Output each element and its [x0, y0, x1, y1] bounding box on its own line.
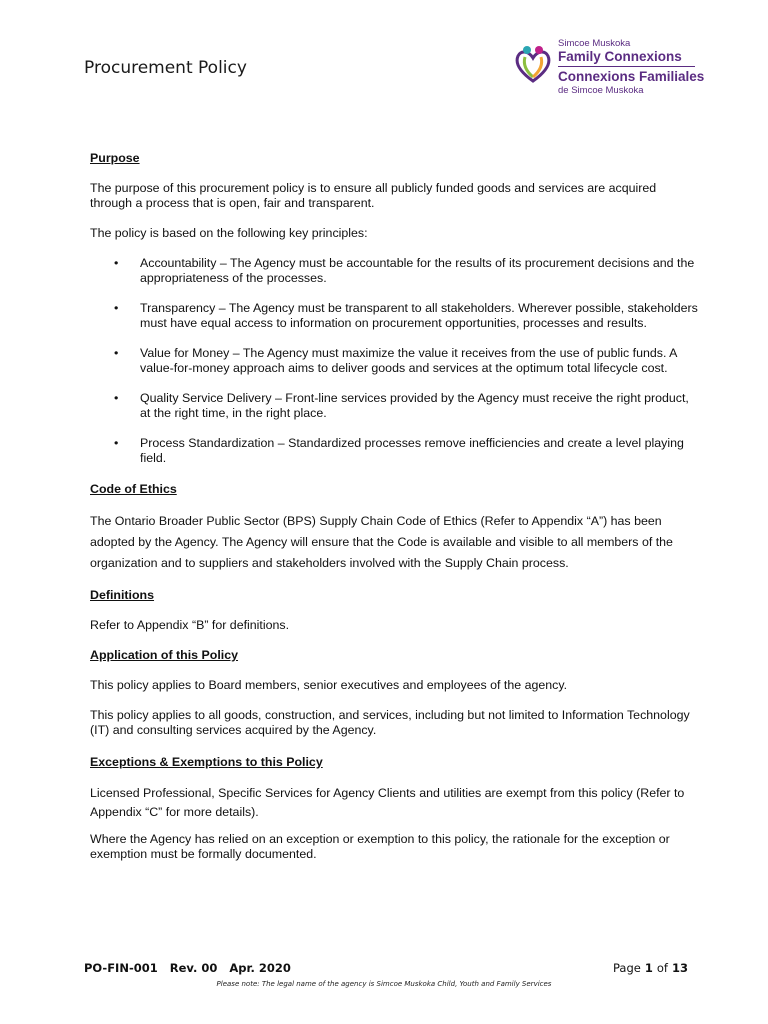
principles-list — [90, 256, 700, 466]
total-pages: 13 — [671, 961, 688, 975]
ethics-heading: Code of Ethics — [90, 482, 177, 496]
logo-line-2: Family Connexions — [558, 49, 682, 64]
bullet-icon: • — [114, 301, 119, 315]
exceptions-paragraph-2: Where the Agency has relied on an exception or exemption to this policy, the rationale for the exception or exemption must be formally documented. — [90, 832, 670, 861]
principle-quality-service: Quality Service Delivery – Front-line services provided by the Agency must receive the right product, at the right time, in the right place. — [140, 391, 689, 420]
principle-accountability: Accountability – The Agency must be accountable for the results of its procurement decisions and the appropriateness of the processes. — [140, 256, 695, 285]
ethics-paragraph: The Ontario Broader Public Sector (BPS) Supply Chain Code of Ethics (Refer to Appendix “A”) has been adopted by the Agency. The Agency will ensure that the Code is available and visible to all members of the organization and to suppliers and stakeholders involved with the Supply Chain process. — [90, 514, 673, 570]
exceptions-heading: Exceptions & Exemptions to this Policy — [90, 755, 323, 769]
application-paragraph-1: This policy applies to Board members, senior executives and employees of the agency. — [90, 678, 568, 692]
heart-figures-logo-icon — [513, 44, 553, 84]
principle-process-standardization: Process Standardization – Standardized processes remove inefficiencies and create a level playing field. — [140, 436, 684, 465]
purpose-paragraph-2: The policy is based on the following key principles: — [90, 226, 368, 240]
purpose-paragraph-1: The purpose of this procurement policy is to ensure all publicly funded goods and services are acquired through a process that is open, fair and transparent. — [90, 181, 657, 210]
logo-line-4: de Simcoe Muskoka — [558, 85, 644, 96]
of-word: of — [656, 961, 668, 975]
purpose-heading: Purpose — [90, 151, 140, 165]
logo-divider — [558, 66, 695, 67]
logo-line-3: Connexions Familiales — [558, 69, 705, 84]
application-paragraph-2: This policy applies to all goods, construction, and services, including but not limited to Information Technology (IT) and consulting services acquired by the Agency. — [90, 708, 690, 737]
principle-value-for-money: Value for Money – The Agency must maximize the value it receives from the use of public funds. A value-for-money approach aims to deliver goods and services at the optimum total lifecycle cost. — [140, 346, 677, 375]
bullet-icon: • — [114, 346, 119, 360]
application-heading: Application of this Policy — [90, 648, 239, 662]
definitions-heading: Definitions — [90, 588, 155, 602]
bullet-icon: • — [114, 436, 119, 450]
bullet-icon: • — [114, 391, 119, 405]
legal-name-note: Please note: The legal name of the agency is Simcoe Muskoka Child, Youth and Family Services — [216, 980, 552, 988]
page-title: Procurement Policy — [84, 58, 247, 78]
list-item — [90, 256, 700, 286]
page-number — [613, 961, 688, 975]
definitions-paragraph: Refer to Appendix “B” for definitions. — [90, 618, 290, 632]
bullet-icon: • — [114, 256, 119, 270]
list-item — [90, 346, 700, 376]
logo-line-1: Simcoe Muskoka — [558, 38, 631, 49]
page-footer — [84, 961, 688, 977]
agency-logo — [513, 38, 713, 102]
list-item — [90, 391, 700, 421]
policy-body — [90, 151, 700, 862]
list-item — [90, 301, 700, 331]
current-page: 1 — [644, 961, 653, 975]
principle-transparency: Transparency – The Agency must be transparent to all stakeholders. Wherever possible, stakeholders must have equal access to information on procurement opportunities, processes and results. — [140, 301, 698, 330]
list-item — [90, 436, 700, 466]
exceptions-paragraph-1: Licensed Professional, Specific Services for Agency Clients and utilities are exempt from this policy (Refer to Appendix “C” for more details). — [90, 786, 685, 819]
document-code: PO-FIN-001 Rev. 00 Apr. 2020 — [84, 961, 291, 975]
page-word: Page — [612, 961, 641, 975]
